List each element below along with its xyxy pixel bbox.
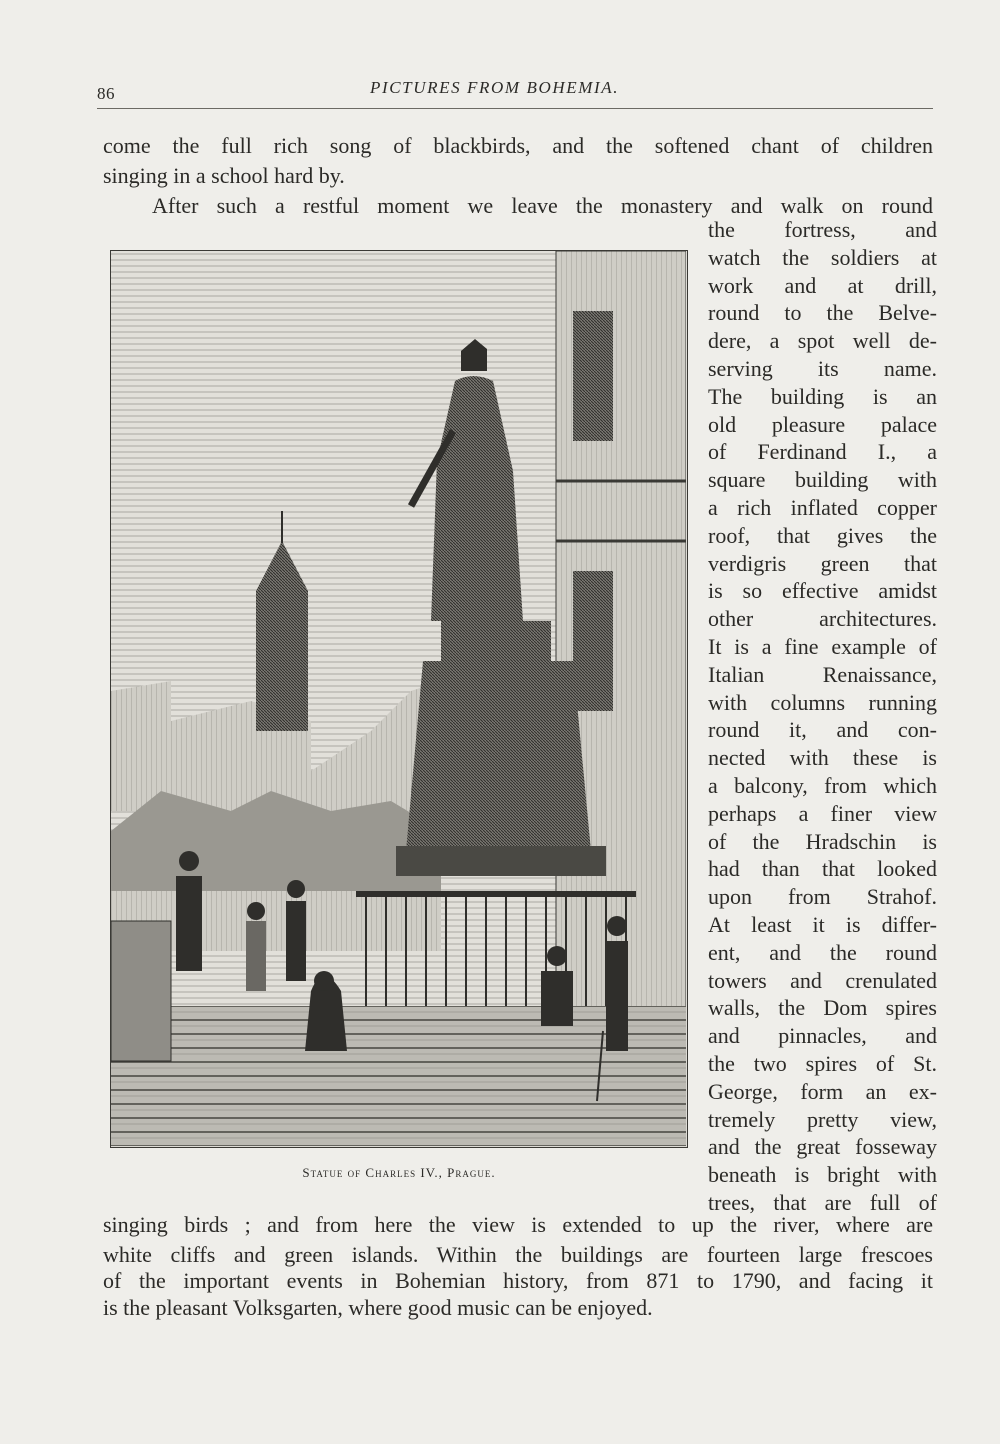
column-text-line: other architectures. [708, 606, 937, 632]
column-text-line: the two spires of St. [708, 1051, 937, 1076]
column-text-line: upon from Strahof. [708, 884, 937, 910]
column-text-line: and the great fosseway [708, 1134, 937, 1160]
text-line: of the important events in Bohemian history, from 871 to 1790, and facing it [103, 1268, 933, 1293]
column-text-line: watch the soldiers at [708, 244, 937, 270]
text-line: singing birds ; and from here the view is extended to up the river, where are [103, 1212, 933, 1237]
running-title: PICTURES FROM BOHEMIA. [370, 78, 620, 97]
text-line: is the pleasant Volksgarten, where good music can be enjoyed. [103, 1295, 653, 1320]
figure-caption: Statue of Charles IV., Prague. [302, 1165, 496, 1180]
column-text-line: nected with these is [708, 745, 937, 771]
header-rule [97, 108, 933, 109]
column-text-line: work and at drill, [708, 272, 937, 298]
illustration-statue [110, 250, 688, 1148]
column-text-line: tremely pretty view, [708, 1106, 937, 1132]
column-text-line: At least it is differ- [708, 912, 937, 937]
column-text-line: towers and crenulated [708, 967, 937, 993]
column-text-line: is so effective amidst [708, 578, 937, 604]
text-line: singing in a school hard by. [103, 163, 345, 188]
column-text-line: roof, that gives the [708, 522, 937, 548]
text-line: come the full rich song of blackbirds, and the softened chant of children [103, 133, 933, 158]
column-text-line: round to the Belve- [708, 300, 937, 326]
column-text-line: It is a fine example of [708, 634, 937, 659]
column-text-line: perhaps a finer view [708, 800, 937, 826]
column-text-line: old pleasure palace [708, 411, 937, 437]
column-text-line: round it, and con- [708, 717, 937, 743]
column-text-line: had than that looked [708, 856, 937, 882]
column-text-line: with columns running [708, 689, 937, 715]
column-text-line: square building with [708, 467, 937, 493]
column-text-line: the fortress, and [708, 217, 937, 242]
column-text-line: beneath is bright with [708, 1162, 937, 1188]
column-text-line: ent, and the round [708, 939, 937, 965]
column-text-line: trees, that are full of [708, 1190, 937, 1215]
text-line: white cliffs and green islands. Within the buildings are fourteen large frescoes [103, 1242, 933, 1267]
column-text-line: Italian Renaissance, [708, 661, 937, 687]
column-text-line: of Ferdinand I., a [708, 439, 937, 465]
column-text-line: of the Hradschin is [708, 828, 937, 854]
column-text-line: The building is an [708, 383, 937, 409]
column-text-line: a balcony, from which [708, 773, 937, 798]
column-text-line: walls, the Dom spires [708, 995, 937, 1021]
column-text-line: a rich inflated copper [708, 495, 937, 520]
column-text-line: dere, a spot well de- [708, 328, 937, 354]
page-number: 86 [97, 84, 115, 103]
column-text-line: and pinnacles, and [708, 1023, 937, 1049]
column-text-line: serving its name. [708, 356, 937, 381]
column-text-line: George, form an ex- [708, 1078, 937, 1104]
text-line: After such a restful moment we leave the monastery and walk on round [152, 193, 933, 218]
engraving-picture [111, 251, 686, 1146]
column-text-line: verdigris green that [708, 550, 937, 576]
